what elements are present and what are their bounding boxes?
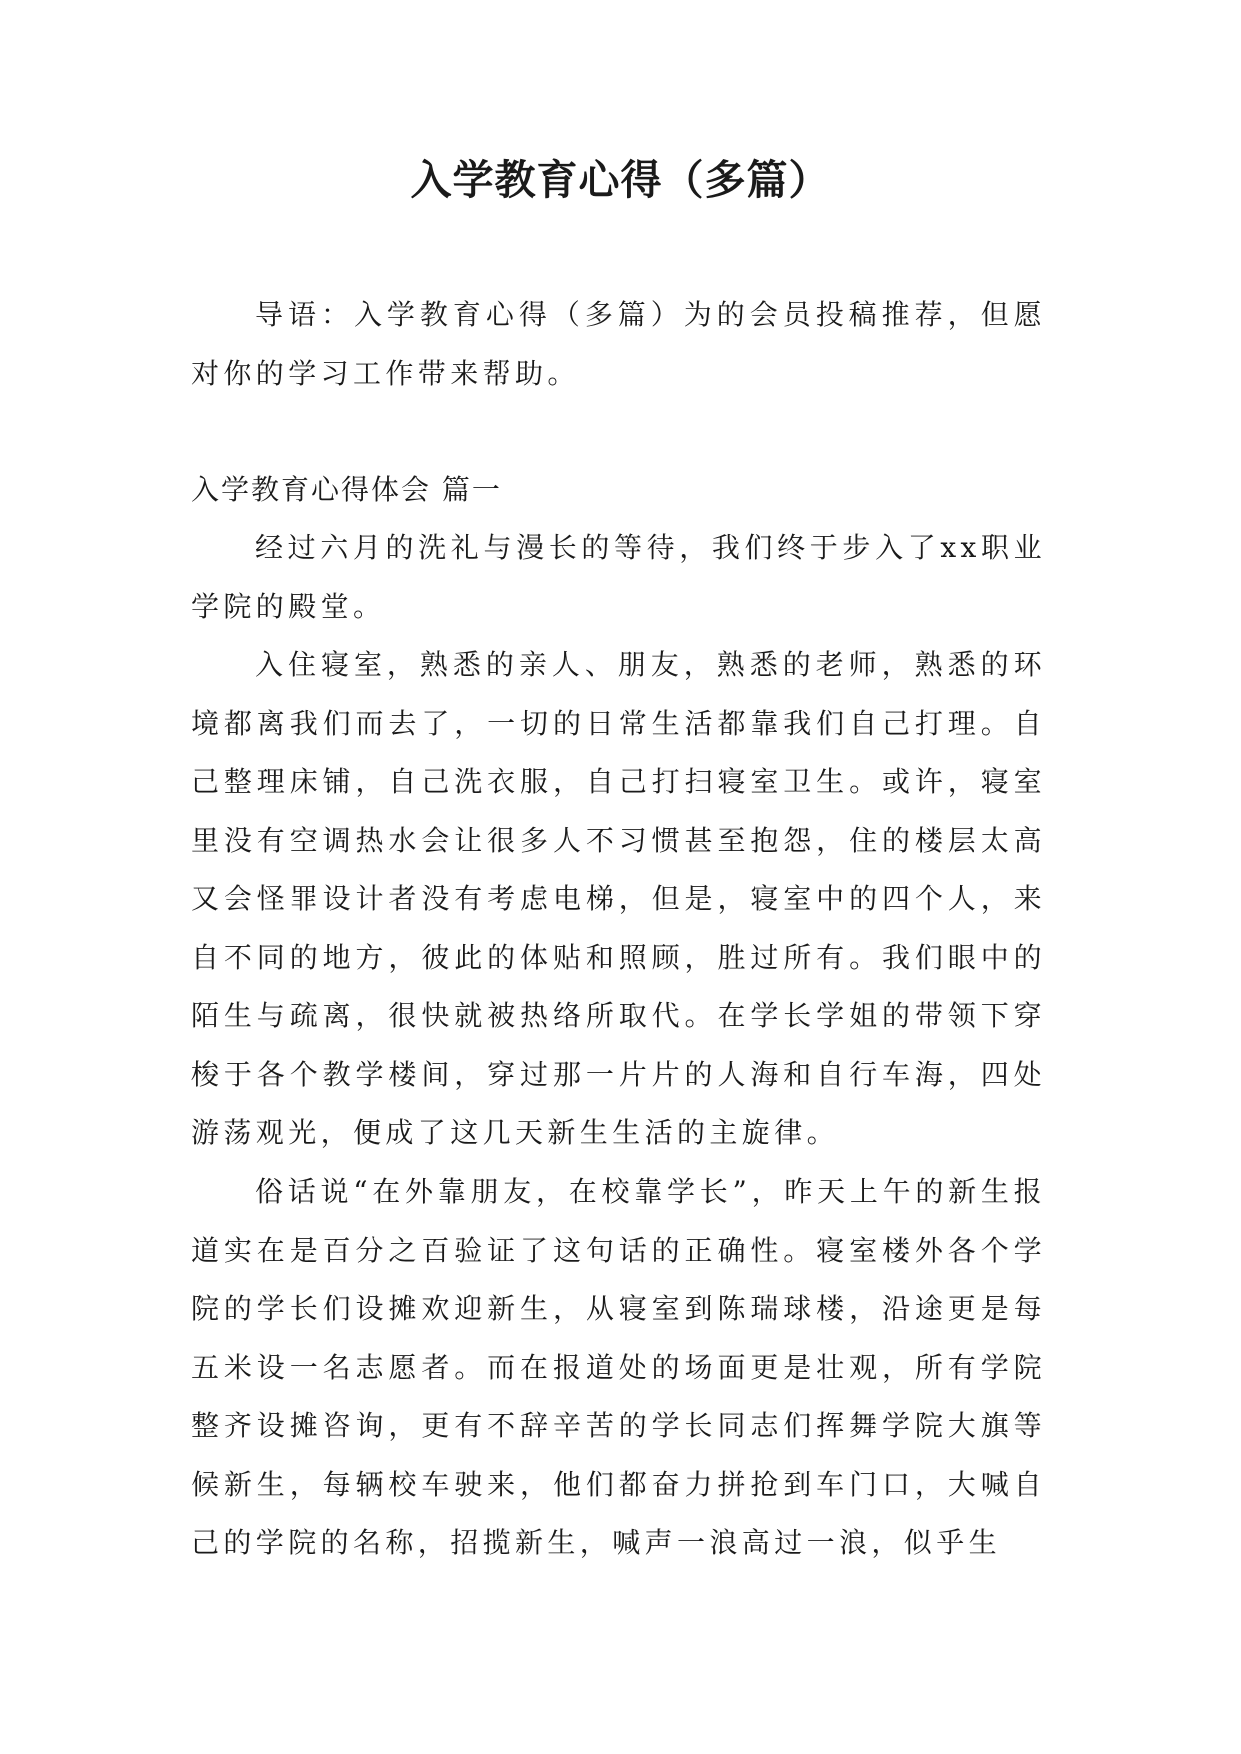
document-title: 入学教育心得（多篇）	[410, 156, 831, 204]
section-heading: 入学教育心得体会 篇一	[191, 473, 502, 506]
body-paragraph: 入住寝室，熟悉的亲人、朋友，熟悉的老师，熟悉的环境都离我们而去了，一切的日常生活都靠我们自己打理。自己整理床铺，自己洗衣服，自己打扫寝室卫生。或许，寝室里没有空调热水会让很多人不习惯甚至抱怨，住的楼层太高又会怪罪设计者没有考虑电梯，但是，寝室中的四个人，来自不同的地方，彼此的体贴和照顾，胜过所有。我们眼中的陌生与疏离，很快就被热络所取代。在学长学姐的带领下穿梭于各个教学楼间，穿过那一片片的人海和自行车海，四处游荡观光，便成了这几天新生生活的主旋律。	[191, 648, 1046, 1149]
intro-paragraph: 导语：入学教育心得（多篇）为的会员投稿推荐，但愿对你的学习工作带来帮助。	[191, 298, 1046, 390]
body-paragraph: 经过六月的洗礼与漫长的等待，我们终于步入了xx职业学院的殿堂。	[191, 531, 1046, 623]
body-paragraph: 俗话说“在外靠朋友，在校靠学长”，昨天上午的新生报道实在是百分之百验证了这句话的正确性。寝室楼外各个学院的学长们设摊欢迎新生，从寝室到陈瑞球楼，沿途更是每五米设一名志愿者。而在报道处的场面更是壮观，所有学院整齐设摊咨询，更有不辞辛苦的学长同志们挥舞学院大旗等候新生，每辆校车驶来，他们都奋力拼抢到车门口，大喊自己的学院的名称，招揽新生，喊声一浪高过一浪，似乎生	[191, 1175, 1046, 1559]
